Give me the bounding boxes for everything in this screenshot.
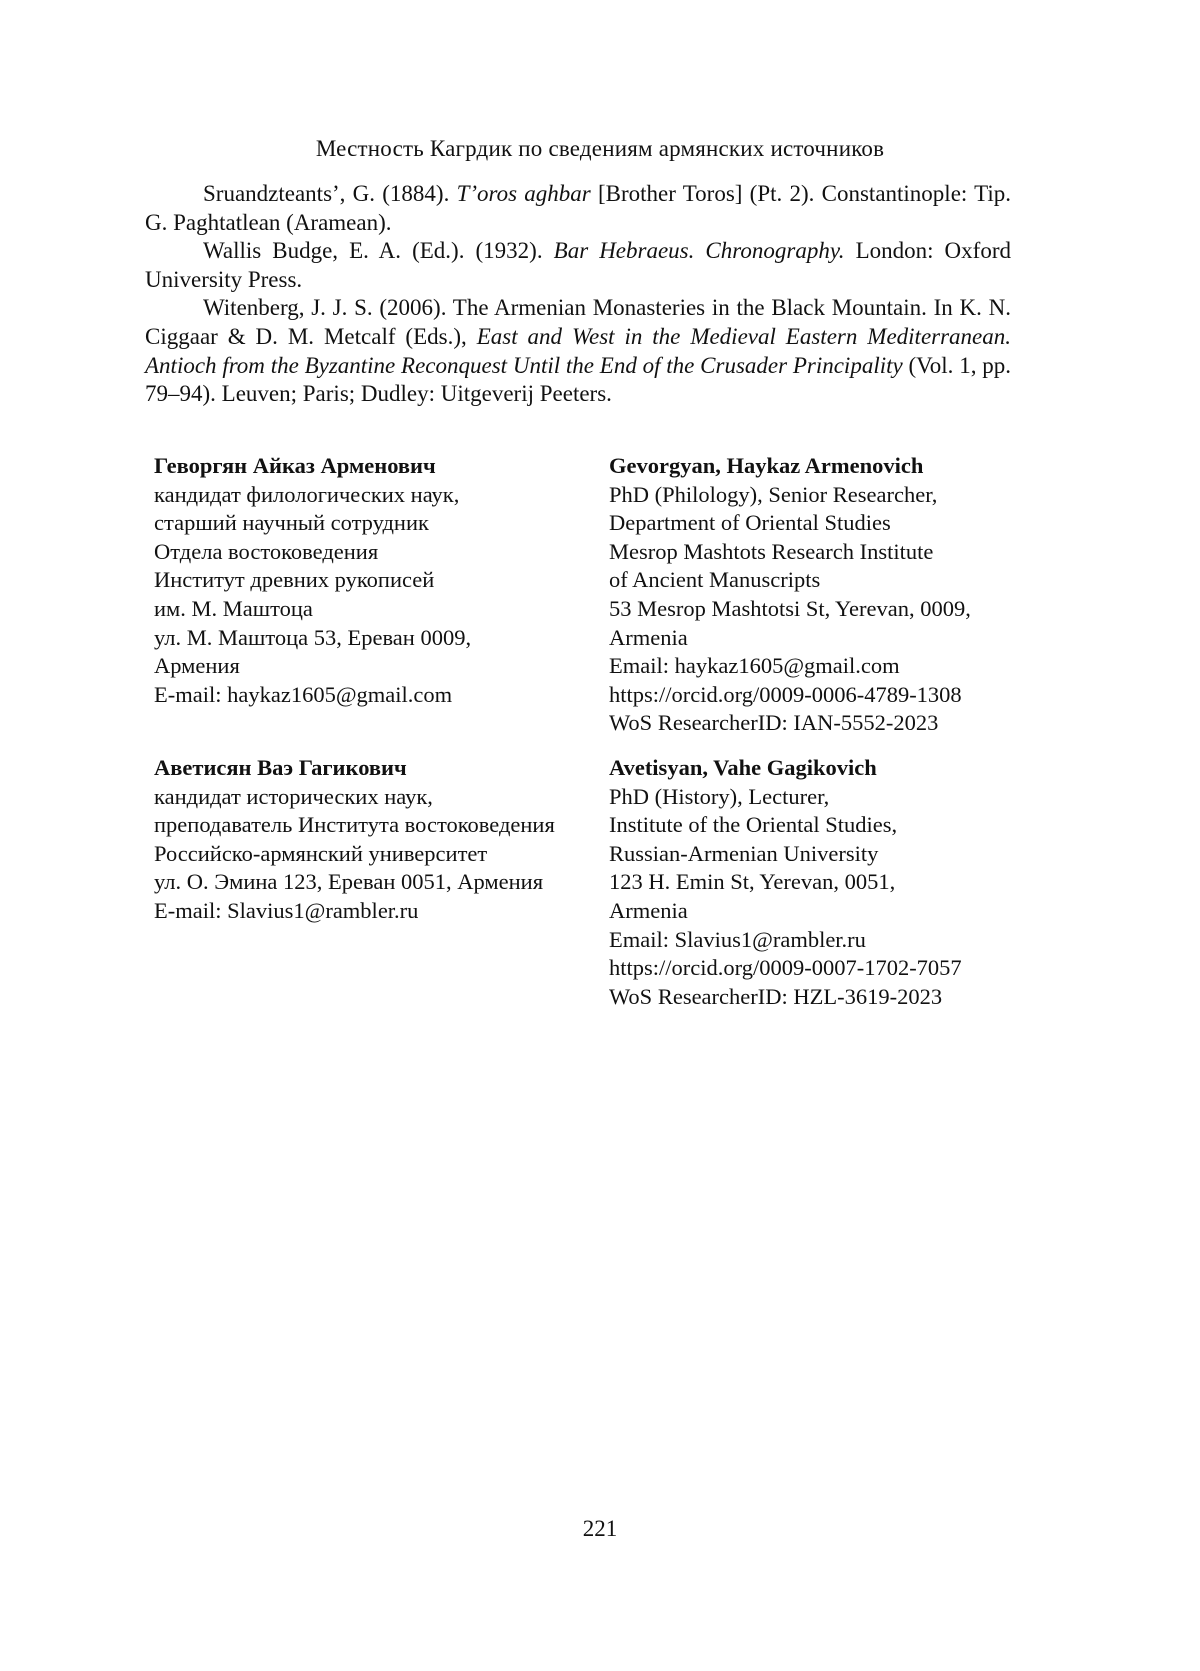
page-number: 221 xyxy=(0,1516,1200,1542)
author-wos-id: WoS ResearcherID: IAN-5552-2023 xyxy=(609,709,1024,738)
reference-title: T’oros aghbar xyxy=(457,181,591,206)
author-name: Avetisyan, Vahe Gagikovich xyxy=(609,754,1024,783)
reference-title: East and West in the Medieval Eastern Mediterranean. Antioch from the Byzantine Reconquest Until the End of the Crusader Principality xyxy=(145,324,1011,378)
author-institution: Mesrop Mashtots Research Institute xyxy=(609,538,1024,567)
author-institution: Российско-армянский университет xyxy=(154,840,609,869)
author-name: Gevorgyan, Haykaz Armenovich xyxy=(609,452,1024,481)
author-email: Email: Slavius1@rambler.ru xyxy=(609,926,1024,955)
author-degree: кандидат филологических наук, xyxy=(154,481,609,510)
running-head: Местность Кагрдик по сведениям армянских источников xyxy=(0,136,1200,162)
reference-entry xyxy=(145,180,1011,237)
reference-text: Wallis Budge, E. A. (Ed.). (1932). xyxy=(203,238,554,263)
reference-text: London: Oxford University Press. xyxy=(145,238,1011,292)
author-address: ул. О. Эмина 123, Ереван 0051, Армения xyxy=(154,868,609,897)
reference-entry xyxy=(145,294,1011,408)
author-info-english xyxy=(609,452,1024,738)
reference-text: Sruandzteants’, G. (1884). xyxy=(203,181,457,206)
author-position: преподаватель Института востоковедения xyxy=(154,811,609,840)
author-institution: Институт древних рукописей xyxy=(154,566,609,595)
reference-title: Bar Hebraeus. Chronography. xyxy=(554,238,845,263)
reference-text: [Brother Toros] (Pt. 2). Constantinople: Tip. G. Paghtatlean (Aramean). xyxy=(145,181,1011,235)
author-orcid: https://orcid.org/0009-0007-1702-7057 xyxy=(609,954,1024,983)
reference-text: (Vol. 1, pp. 79–94). Leuven; Paris; Dudley: Uitgeverij Peeters. xyxy=(145,353,1011,407)
author-address: 123 H. Emin St, Yerevan, 0051, xyxy=(609,868,1024,897)
author-department: Department of Oriental Studies xyxy=(609,509,1024,538)
reference-text: Witenberg, J. J. S. (2006). The Armenian Monasteries in the Black Mountain. In K. N. Ciggaar & D. M. Metcalf (Eds.), xyxy=(145,295,1011,349)
author-institution: Institute of the Oriental Studies, xyxy=(609,811,1024,840)
author-address: ул. М. Маштоца 53, Ереван 0009, xyxy=(154,624,609,653)
author-name: Геворгян Айказ Арменович xyxy=(154,452,609,481)
author-info-english xyxy=(609,754,1024,1011)
author-department: Отдела востоковедения xyxy=(154,538,609,567)
author-email: Email: haykaz1605@gmail.com xyxy=(609,652,1024,681)
author-email: E-mail: haykaz1605@gmail.com xyxy=(154,681,609,710)
author-block-gevorgyan xyxy=(154,452,1024,738)
reference-entry xyxy=(145,237,1011,294)
author-institution: of Ancient Manuscripts xyxy=(609,566,1024,595)
author-block-avetisyan xyxy=(154,754,1024,1011)
author-info-russian xyxy=(154,452,609,738)
author-email: E-mail: Slavius1@rambler.ru xyxy=(154,897,609,926)
author-info-russian xyxy=(154,754,609,1011)
references-list xyxy=(145,180,1011,409)
author-institution: Russian-Armenian University xyxy=(609,840,1024,869)
author-name: Аветисян Ваэ Гагикович xyxy=(154,754,609,783)
author-country: Армения xyxy=(154,652,609,681)
author-address: 53 Mesrop Mashtotsi St, Yerevan, 0009, xyxy=(609,595,1024,624)
author-degree: кандидат исторических наук, xyxy=(154,783,609,812)
author-country: Armenia xyxy=(609,624,1024,653)
author-wos-id: WoS ResearcherID: HZL-3619-2023 xyxy=(609,983,1024,1012)
author-degree: PhD (History), Lecturer, xyxy=(609,783,1024,812)
author-degree: PhD (Philology), Senior Researcher, xyxy=(609,481,1024,510)
author-position: старший научный сотрудник xyxy=(154,509,609,538)
author-institution: им. М. Маштоца xyxy=(154,595,609,624)
author-country: Armenia xyxy=(609,897,1024,926)
author-orcid: https://orcid.org/0009-0006-4789-1308 xyxy=(609,681,1024,710)
